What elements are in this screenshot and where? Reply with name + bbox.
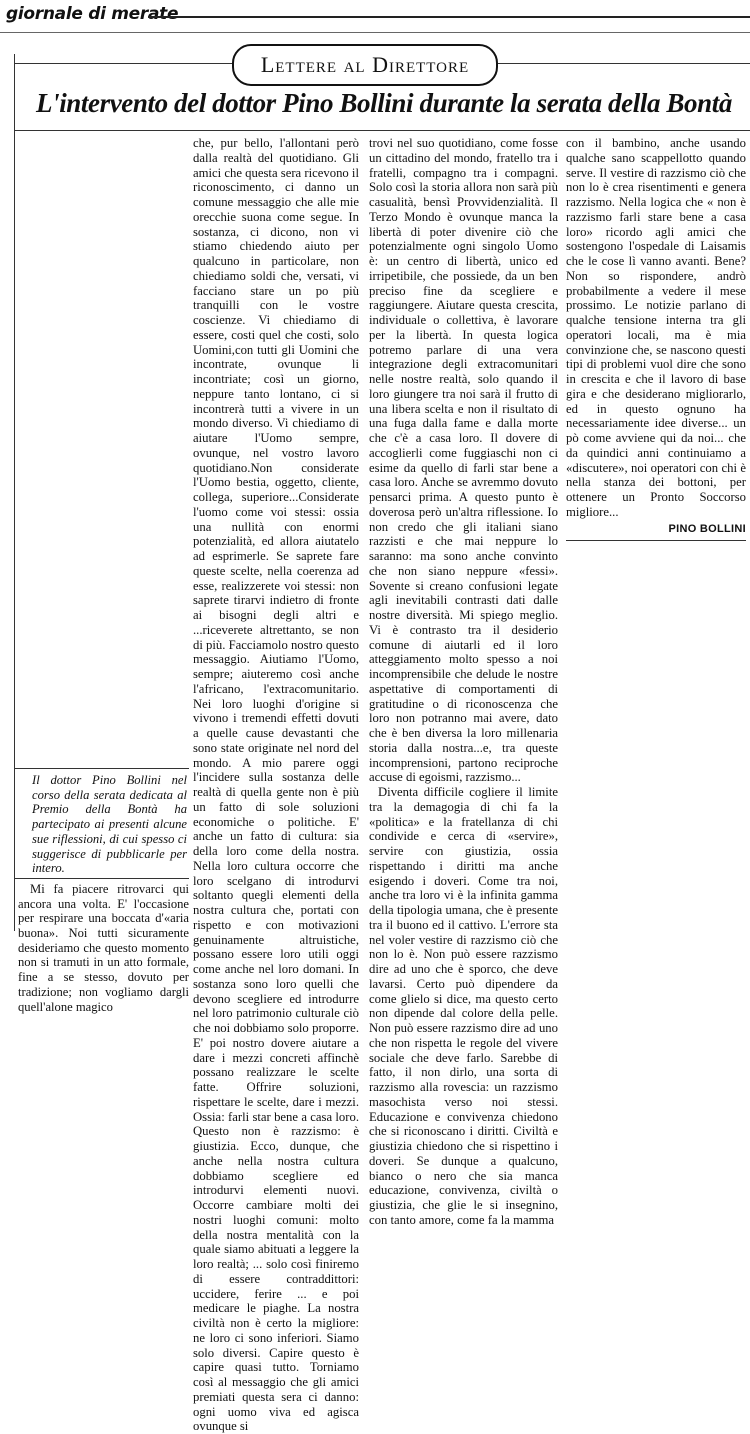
section-rubric: Lettere al Direttore	[232, 44, 498, 86]
masthead: giornale di merate	[6, 4, 179, 24]
rubric-line-left	[14, 63, 232, 64]
headline: L'intervento del dottor Pino Bollini durante la serata della Bontà	[36, 88, 732, 118]
article-column-3	[566, 136, 746, 541]
author-signature: PINO BOLLINI	[668, 522, 746, 535]
intro-paragraph: Mi fa piacere ritrovarci qui ancora una volta. E' l'occasione per respirare una boccata d'«aria buona». Noi tutti sicuramente desideriamo che questo momento non si tramuti in un atto formale, fine a se stesso, dovuto per tradizione; non vogliamo dargli quell'alone magico	[18, 881, 189, 1014]
headline-rule	[14, 130, 750, 131]
paragraph: che, pur bello, l'allontani però dalla realtà del quotidiano. Gli amici che questa sera ricevono il riconoscimento, ci danno un comune messaggio che alle mie orecchie suona come segue. In sostanza, ci dicono, non vi stiamo chiedendo aiuto per qualcuno in particolare, non chiediamo soldi che, versati, vi facciano stare un po più tranquilli con le vostre coscienze. Vi chiediamo di essere, costi quel che costi, solo Uomini,con tutti gli Uomini che incontrate, ovunque li incontriate; così un giorno, neppure tanto lontano, ci si incontrerà tutti a vivere in un mondo diverso. Vi chiediamo di aiutare l'Uomo sempre, ovunque, nel vostro lavoro quotidiano.Non considerate l'Uomo bestia, oggetto, cliente, collega, superiore...Considerate l'uomo come voi stessi: ossia una nullità con enormi potenzialità, ed allora aiutatelo ad esprimerle. Se saprete fare queste scelte, nella coerenza ad esse, realizzerete voi stessi: non saprete tirarvi indietro di fronte ai bisogni degli altri e ...riceverete altrettanto, se non di più. Facciamolo nostro questo messaggio. Aiutiamo l'Uomo, sempre; aiuteremo così anche l'africano, l'extracomunitario. Nei loro luoghi d'origine si vivono i tremendi effetti dovuti a quelle cause devastanti che sono state originate nel nord del mondo. A mio parere oggi l'incidere sulla sostanza delle realtà di quella gente non è più un fatto di sole soluzioni economiche o politiche. E' anche un fatto di cultura: sia della loro come della nostra. Nella loro cultura occorre che loro scelgano di introdurvi soltanto quegli elementi della nostra cultura che, portati con rispetto e con motivazioni genuinamente altruistiche, possano essere loro utili oggi come anche nel loro domani. In sostanza sono loro quelli che devono scegliere ed introdurre nel loro patrimonio culturale ciò che noi dobbiamo solo proporre. E' poi nostro dovere aiutare a dare i mezzi concreti affinchè possano realizzare le scelte fatte. Offrire soluzioni, rispettare le scelte, dare i mezzi. Ossia: farli star bene a casa loro. Questo non è razzismo: è giustizia. Ecco, dunque, che anche nella nostra cultura dobbiamo scegliere ed introdurvi elementi nuovi. Occorre cambiare molti dei nostri luoghi comuni: molto della nostra mentalità con la quale siamo abituati a leggere la loro realtà; ... solo così finiremo di essere contraddittori: uccidere, ferire ... e poi medicare le piaghe. La nostra civiltà non è certo la migliore: ne loro ci sono inferiori. Siamo solo diversi. Capire questo è capire quasi tutto. Torniamo così al messaggio che gli amici premiati questa sera ci danno: ogni uomo viva ed agisca ovunque si	[193, 136, 359, 1434]
paragraph: trovi nel suo quotidiano, come fosse un cittadino del mondo, fratello tra i fratelli, compagno tra i compagni. Solo così la storia allora non sarà più casualità, bensì Provvidenzialità. Il Terzo Mondo è ovunque manca la libertà di poter divenire ciò che potenzialmente ogni singolo Uomo è: un centro di libertà, unico ed irripetibile, che possiede, da un ben preciso fine da scegliere e raggiungere. Aiutare questa crescita, individuale o collettiva, è lavorare per la libertà. In questa logica potremo parlare di una vera integrazione degli extracomunitari nelle nostre realtà, solo quando il loro giungere tra noi sarà il frutto di una libera scelta e non il risultato di una fuga dalla fame e dalla morte che c'è a casa loro. Il dovere di accoglierli come fuggiaschi non ci esime da quello di farli star bene a casa loro. Anche se avremmo dovuto pensarci prima. A questo punto è doverosa però un'altra riflessione. Io non credo che gli italiani siano razzisti e che mai neppure lo saranno: ma sono anche convinto che non siano neppure «fessi». Sovente si creano confusioni legate agli inevitabili contrasti dati dalle nostre diversità. Mi spiego meglio. Vi è contrasto tra il desiderio comune di aiutarli ed il loro atteggiamento molto spesso a noi incomprensibile che delude le nostre aspettative di comportamenti di gratitudine o di riconoscenza che loro non potranno mai avere, dato che è ben diversa la loro millenaria storia dalla nostra...e, tra queste incomprensioni, partono reciproche accuse di egoismi, razzismo...	[369, 136, 558, 785]
paragraph: con il bambino, anche usando qualche sano scappellotto quando serve. Il vestire di razzismo ciò che non lo è crea risentimenti e genera razzismo. Nella logica che « non è razzismo farli stare bene a casa loro» ricordo agli amici che sostengono l'ospedale di Laisamis che le cose lì vanno avanti. Bene? Non so rispondere, andrò probabilmente a vedere il mese prossimo. Le notizie parlano di qualche tensione interna tra gli operatori locali, ma è mia convinzione che, se nascono questi tipi di problemi vuol dire che sono in crescita e che il lavoro di base gira e che desiderano migliorarlo, ed in questo ognuno ha necessariamente idee diverse... un pò come avviene qui da noi... che da quindici anni continuiamo a «discutere», noi operatori con chi è nella stanza dei bottoni, per ottenere un Pronto Soccorso migliore...	[566, 136, 746, 519]
intro-italic-text: Il dottor Pino Bollini nel corso della serata dedicata al Premio della Bontà ha partecipato ai presenti alcune sue riflessioni, di cui spesso ci suggerisce di pubblicarle per intero.	[32, 773, 187, 876]
intro-block	[14, 768, 189, 1014]
signature-rule	[566, 540, 746, 541]
intro-box	[14, 768, 189, 879]
paragraph: Diventa difficile cogliere il limite tra la demagogia di chi fa la «politica» e la fratellanza di chi condivide e cerca di «servire», servire con giustizia, ossia rispettando i diritti ma anche esigendo i doveri. Come tra noi, anche tra loro vi è la infinita gamma della tipologia umana, che è presente tra il buono ed il cattivo. L'errore sta nel voler vestire di razzismo ciò che non lo è. Non può essere razzismo dire ad uno che è sporco, che deve lavarsi. Certo può dipendere da come glielo si dice, ma questo certo non dipende dal colore della pelle. Non può essere razzismo dire ad uno che non rispetta le regole del vivere sociale che deve farlo. Sarebbe di fatto, il non dirlo, una sorta di razzismo alla rovescia: un razzismo masochista verso noi stessi. Educazione e convivenza chiedono che si riconoscano i diritti. Civiltà e giustizia chiedono che si rispettino i doveri. Se dunque a qualcuno, bianco o nero che sia manca educazione, convivenza, civiltà o giustizia, che glie le si insegnino, con tanto amore, come fa la mamma	[369, 785, 558, 1227]
article-column-2	[369, 136, 558, 1227]
article-column-1	[193, 136, 359, 1434]
masthead-rule	[148, 16, 750, 18]
intro-body	[14, 882, 189, 1014]
rubric-line-right	[494, 63, 750, 64]
top-rule	[0, 32, 750, 33]
